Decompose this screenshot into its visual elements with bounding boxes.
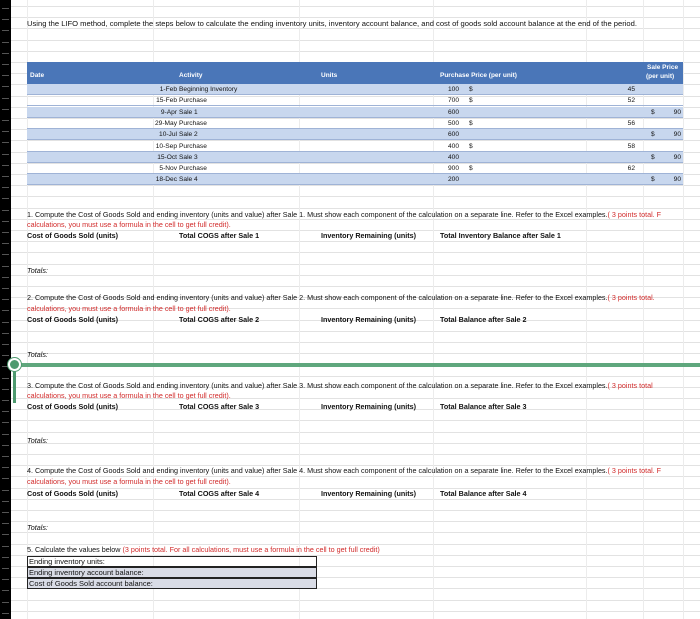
section-3-col-total-balance: Total Balance after Sale 3: [440, 402, 527, 411]
cell-date: 29-May: [155, 119, 177, 127]
table-row: [27, 95, 683, 106]
cell-units: 700: [447, 97, 459, 105]
section-3-col-total-cogs: Total COGS after Sale 3: [179, 402, 260, 411]
header-sale-price: Sale Price: [647, 64, 679, 71]
pane-divider[interactable]: [11, 363, 700, 367]
instructions-text: Using the LIFO method, complete the steps below to calculate the ending inventory units, inventory account balance, and cost of goods sold account balance at the end of the period.: [27, 19, 637, 28]
section-4-totals-label: Totals:: [27, 523, 48, 532]
cell-sale-currency: $: [651, 131, 655, 139]
section-1-col-inventory-remaining: Inventory Remaining (units): [321, 231, 417, 240]
cell-purchase-currency: $: [469, 165, 473, 173]
section-1-prompt: 1. Compute the Cost of Goods Sold and ending inventory (units and value) after Sale 1. Must show each component of the calculation on a separate line. Refer to the Excel examples.( 3 points total. F: [27, 210, 662, 219]
cell-units: 600: [447, 131, 459, 139]
section-4-col-inventory-remaining: Inventory Remaining (units): [321, 489, 417, 498]
grid-row-line: [11, 264, 700, 265]
section-2-prompt: 2. Compute the Cost of Goods Sold and ending inventory (units and value) after Sale 2. Must show each component of the calculation on a separate line. Refer to the Excel examples.( 3 points total.: [27, 293, 655, 302]
grid-row-line: [11, 600, 700, 601]
header-sale-price-unit: (per unit): [646, 73, 675, 80]
cell-purchase-price: 52: [627, 97, 635, 105]
cell-date: 5-Nov: [159, 165, 177, 173]
section-2-note: calculations, you must use a formula in the cell to get full credit).: [27, 304, 231, 313]
inventory-table: [27, 84, 683, 186]
grid-row-line: [11, 331, 700, 332]
cell-purchase-price: 56: [627, 119, 635, 127]
grid-col-line: [683, 0, 684, 619]
cell-sale-price: 90: [673, 153, 681, 161]
cell-date: 10-Jul: [159, 131, 177, 139]
cell-sale-price: 90: [673, 176, 681, 184]
cell-date: 15-Feb: [156, 97, 177, 105]
grid-row-line: [11, 376, 700, 377]
section-1-col-total-cogs: Total COGS after Sale 1: [179, 231, 260, 240]
cell-purchase-currency: $: [469, 119, 473, 127]
section-3-col-inventory-remaining: Inventory Remaining (units): [321, 402, 417, 411]
table-header: [27, 62, 683, 84]
cell-sale-currency: $: [651, 108, 655, 116]
header-activity: Activity: [179, 72, 203, 79]
cogs-balance-field[interactable]: Cost of Goods Sold account balance:: [27, 578, 317, 589]
cell-activity: Purchase: [179, 142, 207, 150]
header-units: Units: [321, 72, 338, 79]
cell-activity: Purchase: [179, 97, 207, 105]
section-2-col-total-cogs: Total COGS after Sale 2: [179, 315, 260, 324]
cell-purchase-price: 58: [627, 142, 635, 150]
table-row: [27, 129, 683, 140]
section-4-col-total-cogs: Total COGS after Sale 4: [179, 489, 260, 498]
grid-row-line: [11, 532, 700, 533]
section-4-col-cogs-units: Cost of Goods Sold (units): [27, 489, 119, 498]
section-2-col-total-balance: Total Balance after Sale 2: [440, 315, 527, 324]
cell-purchase-price: 62: [627, 165, 635, 173]
table-row: [27, 163, 683, 174]
cell-purchase-currency: $: [469, 97, 473, 105]
grid-row-line: [11, 275, 700, 276]
row-rail: [0, 0, 11, 619]
cell-activity: Sale 4: [179, 176, 198, 184]
grid-row-line: [11, 342, 700, 343]
cell-activity: Purchase: [179, 119, 207, 127]
grid-row-line: [11, 286, 700, 287]
grid-row-line: [11, 420, 700, 421]
grid-row-line: [11, 499, 700, 500]
section-4-col-total-balance: Total Balance after Sale 4: [440, 489, 527, 498]
table-row: [27, 84, 683, 95]
section-4-note: calculations, you must use a formula in the cell to get full credit).: [27, 477, 231, 486]
section-2-totals-label: Totals:: [27, 350, 48, 359]
cell-activity: Sale 3: [179, 153, 198, 161]
ending-inventory-units-field[interactable]: Ending inventory units:: [27, 556, 317, 567]
header-date: Date: [30, 72, 45, 79]
section-1-col-total-balance: Total Inventory Balance after Sale 1: [440, 231, 561, 240]
cell-purchase-currency: $: [469, 86, 473, 93]
step-5-prompt: 5. Calculate the values below (3 points total. For all calculations, must use a formula in the cell to get full credit): [27, 545, 380, 554]
cell-date: 1-Feb: [159, 86, 177, 93]
ending-inventory-balance-field[interactable]: Ending inventory account balance:: [27, 567, 317, 578]
section-2-col-inventory-remaining: Inventory Remaining (units): [321, 315, 417, 324]
cell-activity: Beginning Inventory: [179, 86, 238, 93]
cell-date: 18-Dec: [155, 176, 177, 184]
header-purchase-price: Purchase Price (per unit): [440, 72, 517, 79]
cell-sale-price: 90: [673, 108, 681, 116]
cell-activity: Purchase: [179, 165, 207, 173]
grid-row-line: [11, 521, 700, 522]
grid-row-line: [11, 40, 700, 41]
cell-units: 400: [447, 153, 459, 161]
cell-units: 500: [447, 119, 459, 127]
table-row: [27, 107, 683, 118]
grid-row-line: [11, 353, 700, 354]
section-2-col-cogs-units: Cost of Goods Sold (units): [27, 315, 119, 324]
section-4-prompt: 4. Compute the Cost of Goods Sold and ending inventory (units and value) after Sale 4. Must show each component of the calculation on a separate line. Refer to the Excel examples.( 3 points total. F: [27, 466, 662, 475]
cell-date: 10-Sep: [155, 142, 177, 150]
section-3-prompt: 3. Compute the Cost of Goods Sold and ending inventory (units and value) after Sale 3. Must show each component of the calculation on a separate line. Refer to the Excel examples.( 3 points total: [27, 381, 653, 390]
cell-sale-currency: $: [651, 176, 655, 184]
grid-row-line: [11, 454, 700, 455]
cell-sale-currency: $: [651, 153, 655, 161]
cell-units: 400: [447, 142, 459, 150]
section-3-totals-label: Totals:: [27, 436, 48, 445]
section-3-col-cogs-units: Cost of Goods Sold (units): [27, 402, 119, 411]
cell-sale-price: 90: [673, 131, 681, 139]
cell-date: 9-Apr: [160, 108, 177, 116]
selection-handle-line: [13, 371, 16, 403]
table-row: [27, 152, 683, 163]
cell-purchase-price: 45: [627, 86, 635, 93]
table-row: [27, 118, 683, 129]
section-1-note: calculations, you must use a formula in the cell to get full credit).: [27, 220, 231, 229]
section-3-note: calculations, you must use a formula in the cell to get full credit).: [27, 391, 231, 400]
grid-row-line: [11, 611, 700, 612]
grid-row-line: [11, 510, 700, 511]
section-1-col-cogs-units: Cost of Goods Sold (units): [27, 231, 119, 240]
drag-handle[interactable]: [8, 358, 21, 371]
cell-purchase-currency: $: [469, 142, 473, 150]
grid-row-line: [11, 443, 700, 444]
grid-row-line: [11, 51, 700, 52]
table-row: [27, 141, 683, 152]
grid-row-line: [11, 432, 700, 433]
cell-units: 200: [447, 176, 459, 184]
grid-row-line: [11, 208, 700, 209]
section-1-totals-label: Totals:: [27, 266, 48, 275]
cell-units: 600: [447, 108, 459, 116]
grid-row-line: [11, 196, 700, 197]
cell-units: 100: [447, 86, 459, 93]
grid-row-line: [11, 252, 700, 253]
cell-date: 15-Oct: [157, 153, 177, 161]
cell-activity: Sale 1: [179, 108, 198, 116]
grid-row-line: [11, 241, 700, 242]
cell-activity: Sale 2: [179, 131, 198, 139]
grid-row-line: [11, 6, 700, 7]
cell-units: 900: [447, 165, 459, 173]
table-row: [27, 174, 683, 185]
